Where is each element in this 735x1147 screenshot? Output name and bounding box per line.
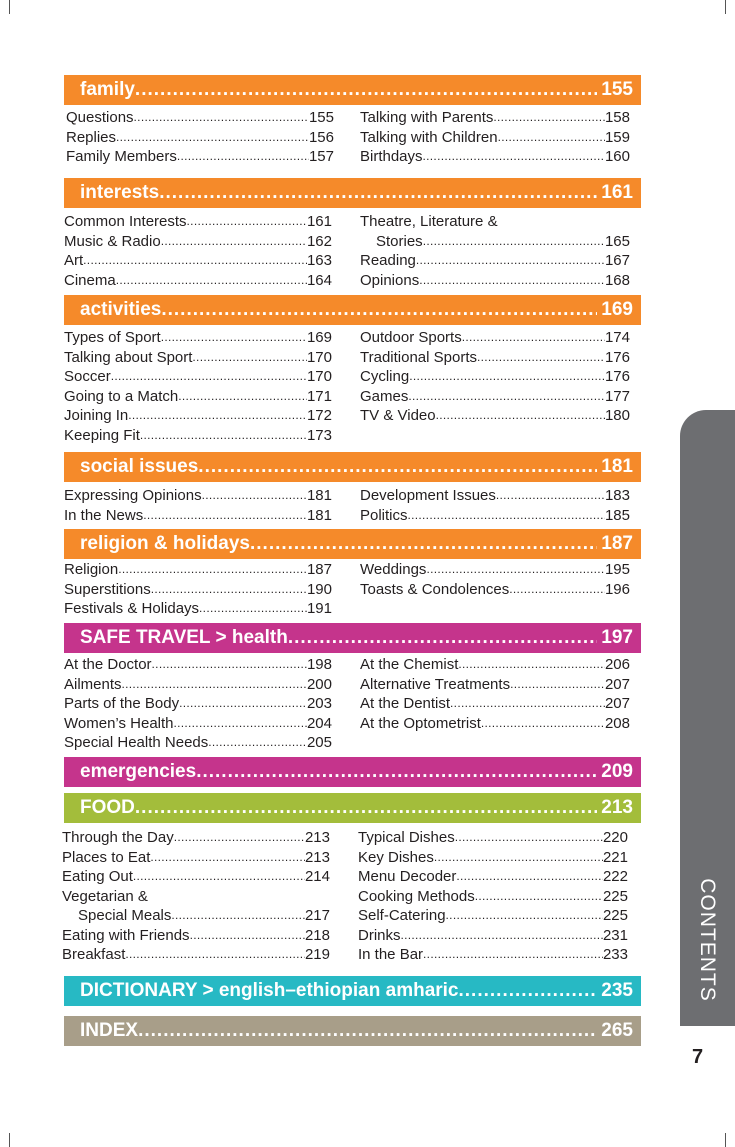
toc-entry-page: 208 [604, 714, 630, 732]
toc-entry-page: 231 [602, 926, 628, 944]
section-banner-dictionary[interactable] [64, 976, 641, 1006]
section-page: 235 [601, 980, 633, 1001]
leader-dots [199, 599, 307, 619]
toc-entry-label: Expressing Opinions [64, 487, 202, 504]
toc-entry[interactable] [66, 147, 334, 167]
toc-entry-page: 181 [306, 487, 332, 504]
toc-entry-page: 168 [604, 271, 630, 289]
section-banner-index[interactable] [64, 1016, 641, 1046]
toc-entry[interactable] [360, 348, 630, 368]
food-right-column [358, 828, 628, 965]
leader-dots [152, 655, 307, 675]
crop-mark [725, 1133, 726, 1147]
leader-dots [143, 506, 307, 526]
toc-entry[interactable] [64, 212, 332, 232]
toc-entry[interactable] [360, 714, 630, 734]
toc-entry-label: Common Interests [64, 213, 187, 230]
family-right-column [360, 108, 630, 167]
toc-entry-page: 155 [308, 109, 334, 126]
toc-entry-label: Drinks [358, 926, 401, 944]
toc-entry-page: 161 [306, 213, 332, 230]
leader-dots [187, 212, 307, 232]
section-title: family [80, 79, 135, 100]
leader-dots [161, 328, 307, 348]
toc-entry[interactable] [360, 675, 630, 695]
toc-entry[interactable] [64, 599, 332, 619]
leader-dots [423, 232, 605, 252]
toc-entry-label: In the Bar [358, 946, 424, 963]
toc-entry-label: Talking about Sport [64, 348, 193, 366]
toc-entry[interactable] [360, 580, 630, 600]
toc-entry-label: Outdoor Sports [360, 329, 462, 346]
toc-entry-page: 207 [604, 695, 630, 712]
toc-entry-label: Alternative Treatments [360, 675, 511, 693]
section-page: 155 [601, 79, 633, 100]
leader-dots [174, 714, 307, 734]
toc-entry-label: Women’s Health [64, 714, 174, 732]
toc-entry-page: 169 [306, 329, 332, 346]
toc-entry-page: 158 [604, 109, 630, 126]
toc-entry-label: Superstitions [64, 580, 151, 598]
section-page: 169 [601, 299, 633, 320]
crop-mark [725, 0, 726, 14]
crop-mark [9, 0, 10, 14]
section-title: activities [80, 299, 162, 320]
leader-dots [83, 251, 307, 271]
toc-entry-page: 225 [602, 907, 628, 924]
section-title: interests [80, 182, 160, 203]
section-banner-family[interactable] [64, 75, 641, 105]
leader-dots [475, 887, 603, 907]
toc-entry-page: 217 [304, 907, 330, 924]
section-banner-interests[interactable] [64, 178, 641, 208]
leader-dots [178, 387, 307, 407]
toc-entry-page: 206 [604, 656, 630, 673]
leader-dots [179, 694, 307, 714]
toc-entry-page: 222 [602, 868, 628, 885]
leader-dots [458, 655, 605, 675]
religion-right-column [360, 560, 630, 599]
toc-entry-page: 185 [604, 506, 630, 524]
toc-entry[interactable] [64, 560, 332, 580]
toc-entry-page: 183 [604, 487, 630, 504]
toc-entry[interactable] [358, 906, 628, 926]
toc-entry-label: Cycling [360, 368, 410, 385]
toc-entry-label: Keeping Fit [64, 426, 140, 444]
family-left-column [66, 108, 334, 167]
toc-entry-page: 160 [604, 148, 630, 165]
leader-dots [408, 387, 605, 407]
toc-entry-label: Toasts & Condolences [360, 580, 510, 598]
leader-dots [493, 108, 605, 128]
leader-dots [510, 675, 605, 695]
leader-dots [250, 533, 597, 555]
toc-entry-page: 187 [306, 561, 332, 578]
toc-entry[interactable] [360, 271, 630, 291]
leader-dots [159, 182, 597, 204]
section-page: 187 [601, 533, 633, 554]
leader-dots [477, 348, 605, 368]
toc-entry-page: 156 [308, 128, 334, 146]
toc-entry[interactable] [360, 232, 630, 252]
leader-dots [288, 627, 597, 649]
toc-entry-page: 165 [604, 232, 630, 250]
leader-dots [416, 251, 605, 271]
social-right-column [360, 486, 630, 525]
leader-dots [116, 128, 309, 148]
toc-entry[interactable] [360, 486, 630, 506]
toc-entry-label: Eating Out [62, 868, 133, 885]
leader-dots [125, 945, 305, 965]
toc-entry-label: Politics [360, 506, 408, 524]
toc-entry-label: Eating with Friends [62, 926, 190, 944]
leader-dots [161, 299, 597, 321]
crop-mark [9, 1133, 10, 1147]
contents-tab-label: CONTENTS [696, 878, 719, 1002]
toc-entry-label: Soccer [64, 368, 111, 385]
toc-entry[interactable] [64, 348, 332, 368]
leader-dots [419, 271, 605, 291]
leader-dots [426, 560, 605, 580]
toc-entry-page: 191 [306, 600, 332, 617]
toc-entry-label: At the Doctor [64, 656, 152, 673]
food-left-column [62, 828, 330, 965]
section-page: 265 [601, 1020, 633, 1041]
toc-entry-label: Cinema [64, 271, 116, 289]
toc-entry[interactable] [360, 655, 630, 675]
toc-entry-page: 181 [306, 506, 332, 524]
leader-dots [456, 867, 603, 887]
toc-entry[interactable] [64, 694, 332, 714]
toc-entry[interactable] [64, 580, 332, 600]
toc-entry[interactable] [360, 328, 630, 348]
activities-left-column [64, 328, 332, 445]
toc-entry[interactable] [64, 714, 332, 734]
toc-entry-page: 157 [308, 148, 334, 165]
leader-dots [434, 848, 603, 868]
interests-left-column [64, 212, 332, 290]
leader-dots [462, 328, 605, 348]
leader-dots [423, 147, 605, 167]
leader-dots [135, 797, 597, 819]
leader-dots [151, 580, 307, 600]
toc-entry-label: Special Health Needs [64, 734, 209, 751]
leader-dots [436, 406, 605, 426]
toc-entry[interactable] [360, 367, 630, 387]
toc-entry-label: Games [360, 387, 409, 405]
toc-entry-page: 180 [604, 407, 630, 424]
leader-dots [177, 147, 309, 167]
toc-entry-page: 176 [604, 368, 630, 385]
leader-dots [118, 560, 307, 580]
toc-entry-label: Self-Catering [358, 907, 446, 924]
toc-entry-label: Questions [66, 109, 134, 126]
food-left-list-b [62, 906, 330, 965]
leader-dots [134, 108, 309, 128]
leader-dots [128, 406, 307, 426]
section-banner-emergencies[interactable] [64, 757, 641, 787]
section-title: emergencies [80, 761, 197, 782]
toc-entry-label: Parts of the Body [64, 695, 180, 712]
toc-entry[interactable] [358, 848, 628, 868]
toc-entry[interactable] [64, 655, 332, 675]
interests-right-list [360, 232, 630, 291]
section-title: DICTIONARY > english–ethiopian amharic [80, 980, 459, 1001]
toc-entry-label: Ailments [64, 675, 122, 693]
leader-dots [190, 926, 305, 946]
section-page: 197 [601, 627, 633, 648]
toc-entry-label: Theatre, Literature & [360, 213, 498, 230]
toc-entry-page: 167 [604, 252, 630, 269]
toc-entry-label: At the Optometrist [360, 714, 481, 732]
toc-entry[interactable] [360, 506, 630, 526]
toc-entry-label: Types of Sport [64, 329, 161, 346]
leader-dots [455, 828, 603, 848]
toc-entry-page: 218 [304, 926, 330, 944]
toc-entry[interactable] [62, 828, 330, 848]
leader-dots [446, 906, 603, 926]
religion-left-column [64, 560, 332, 619]
toc-entry-page: 207 [604, 675, 630, 693]
toc-entry[interactable] [358, 926, 628, 946]
toc-entry-label: Menu Decoder [358, 868, 457, 885]
toc-entry[interactable] [64, 387, 332, 407]
leader-dots [408, 506, 605, 526]
toc-entry[interactable] [64, 328, 332, 348]
toc-entry[interactable] [64, 367, 332, 387]
toc-entry[interactable] [64, 675, 332, 695]
toc-entry[interactable] [360, 147, 630, 167]
toc-entry-label: Special Meals [78, 907, 172, 924]
toc-entry[interactable] [64, 426, 332, 446]
toc-entry-label: Music & Radio [64, 232, 161, 250]
toc-entry-label: Talking with Children [360, 128, 498, 146]
toc-entry[interactable] [62, 906, 330, 926]
toc-entry[interactable] [360, 108, 630, 128]
section-banner-religion-holidays[interactable] [64, 529, 641, 559]
toc-entry[interactable] [360, 694, 630, 714]
toc-entry-page: 213 [304, 829, 330, 846]
toc-entry[interactable] [62, 926, 330, 946]
section-title: SAFE TRAVEL > health [80, 627, 288, 648]
toc-entry[interactable] [62, 848, 330, 868]
interests-right-column [360, 212, 630, 290]
toc-entry-page: 172 [306, 407, 332, 424]
toc-entry-page: 225 [602, 887, 628, 905]
toc-entry-page: 205 [306, 734, 332, 751]
section-title: religion & holidays [80, 533, 250, 554]
toc-entry[interactable] [62, 867, 330, 887]
toc-entry-label: Going to a Match [64, 387, 179, 405]
toc-entry-label: Typical Dishes [358, 829, 455, 846]
toc-entry[interactable] [64, 232, 332, 252]
toc-entry[interactable] [360, 387, 630, 407]
leader-dots [192, 348, 307, 368]
leader-dots [409, 367, 605, 387]
toc-entry[interactable] [360, 251, 630, 271]
leader-dots [208, 733, 307, 753]
section-page: 209 [601, 761, 633, 782]
toc-entry-page: 213 [304, 848, 330, 866]
toc-entry[interactable] [358, 887, 628, 907]
section-title: INDEX [80, 1020, 139, 1041]
toc-entry-page: 214 [304, 868, 330, 885]
toc-entry-page: 177 [604, 387, 630, 405]
section-page: 181 [601, 456, 633, 477]
toc-entry[interactable] [64, 251, 332, 271]
toc-entry-label: Art [64, 252, 84, 269]
toc-entry-page: 203 [306, 695, 332, 712]
section-banner-social-issues[interactable] [64, 452, 641, 482]
toc-entry-page: 162 [306, 232, 332, 250]
toc-entry[interactable] [64, 271, 332, 291]
toc-entry-label: Through the Day [62, 829, 174, 846]
leader-dots [496, 486, 605, 506]
toc-entry-page: 176 [604, 348, 630, 366]
toc-entry-label: Key Dishes [358, 848, 434, 866]
toc-entry-page: 163 [306, 252, 332, 269]
leader-dots [135, 79, 597, 101]
toc-entry-label: Development Issues [360, 487, 496, 504]
toc-entry-label: Talking with Parents [360, 109, 494, 126]
toc-entry-label: Religion [64, 561, 119, 578]
leader-dots [161, 232, 307, 252]
toc-entry[interactable] [358, 945, 628, 965]
social-left-column [64, 486, 332, 525]
section-title: social issues [80, 456, 199, 477]
leader-dots [171, 906, 305, 926]
toc-entry-label: Birthdays [360, 148, 423, 165]
health-right-column [360, 655, 630, 733]
toc-entry-page: 170 [306, 368, 332, 385]
toc-entry[interactable] [358, 867, 628, 887]
toc-entry-label: Joining In [64, 407, 129, 424]
toc-entry-page: 219 [304, 946, 330, 963]
toc-entry-label: Cooking Methods [358, 887, 475, 905]
toc-entry-label: Stories [376, 232, 423, 250]
toc-entry-label: Replies [66, 128, 117, 146]
leader-dots [122, 675, 307, 695]
leader-dots [198, 456, 597, 478]
toc-entry-page: 200 [306, 675, 332, 693]
section-title: FOOD [80, 797, 135, 818]
health-left-column [64, 655, 332, 753]
leader-dots [498, 128, 605, 148]
toc-entry-page: 220 [602, 829, 628, 846]
page-number: 7 [692, 1046, 704, 1068]
toc-entry[interactable] [64, 406, 332, 426]
leader-dots [116, 271, 307, 291]
leader-dots [140, 426, 307, 446]
toc-entry[interactable] [66, 128, 334, 148]
toc-entry-page: 174 [604, 329, 630, 346]
toc-entry-page: 195 [604, 561, 630, 578]
leader-dots [401, 926, 603, 946]
leader-dots [111, 367, 307, 387]
leader-dots [459, 980, 598, 1002]
toc-entry-page: 171 [306, 387, 332, 405]
section-banner-activities[interactable] [64, 295, 641, 325]
leader-dots [196, 761, 597, 783]
toc-entry-label: Festivals & Holidays [64, 600, 200, 617]
section-banner-food[interactable] [64, 793, 641, 823]
toc-entry-page: 159 [604, 128, 630, 146]
toc-entry-label: In the News [64, 506, 144, 524]
leader-dots [423, 945, 603, 965]
section-banner-health[interactable] [64, 623, 641, 653]
toc-entry-page: 204 [306, 714, 332, 732]
toc-entry-label: Breakfast [62, 946, 126, 963]
leader-dots [138, 1020, 597, 1042]
toc-entry[interactable] [360, 406, 630, 426]
toc-entry-label: Vegetarian & [62, 887, 148, 905]
toc-entry-page: 173 [306, 426, 332, 444]
toc-entry-page: 164 [306, 271, 332, 289]
toc-entry[interactable] [66, 108, 334, 128]
toc-entry[interactable] [64, 486, 332, 506]
section-page: 213 [601, 797, 633, 818]
toc-entry-page: 196 [604, 580, 630, 598]
toc-entry-page: 190 [306, 580, 332, 598]
toc-entry[interactable] [358, 828, 628, 848]
toc-entry-label: Opinions [360, 271, 420, 289]
toc-entry-page: 221 [602, 848, 628, 866]
toc-entry[interactable] [360, 128, 630, 148]
activities-right-column [360, 328, 630, 426]
toc-entry-page: 198 [306, 656, 332, 673]
leader-dots [150, 848, 305, 868]
toc-entry-label: At the Dentist [360, 695, 451, 712]
toc-entry[interactable] [360, 560, 630, 580]
toc-entry[interactable] [64, 733, 332, 753]
toc-entry-label: At the Chemist [360, 656, 459, 673]
food-left-list-a [62, 828, 330, 887]
toc-entry-label: TV & Video [360, 407, 436, 424]
toc-entry-label: Traditional Sports [360, 348, 477, 366]
leader-dots [133, 867, 305, 887]
toc-entry-label: Family Members [66, 148, 177, 165]
leader-dots [450, 694, 605, 714]
leader-dots [481, 714, 605, 734]
leader-dots [174, 828, 305, 848]
section-page: 161 [601, 182, 633, 203]
toc-entry-page: 233 [602, 946, 628, 963]
toc-entry-label: Weddings [360, 561, 427, 578]
leader-dots [509, 580, 605, 600]
toc-entry-label: Reading [360, 252, 416, 269]
toc-entry[interactable] [64, 506, 332, 526]
toc-entry-label: Places to Eat [62, 848, 151, 866]
toc-entry[interactable] [62, 945, 330, 965]
leader-dots [202, 486, 307, 506]
toc-entry-page: 170 [306, 348, 332, 366]
